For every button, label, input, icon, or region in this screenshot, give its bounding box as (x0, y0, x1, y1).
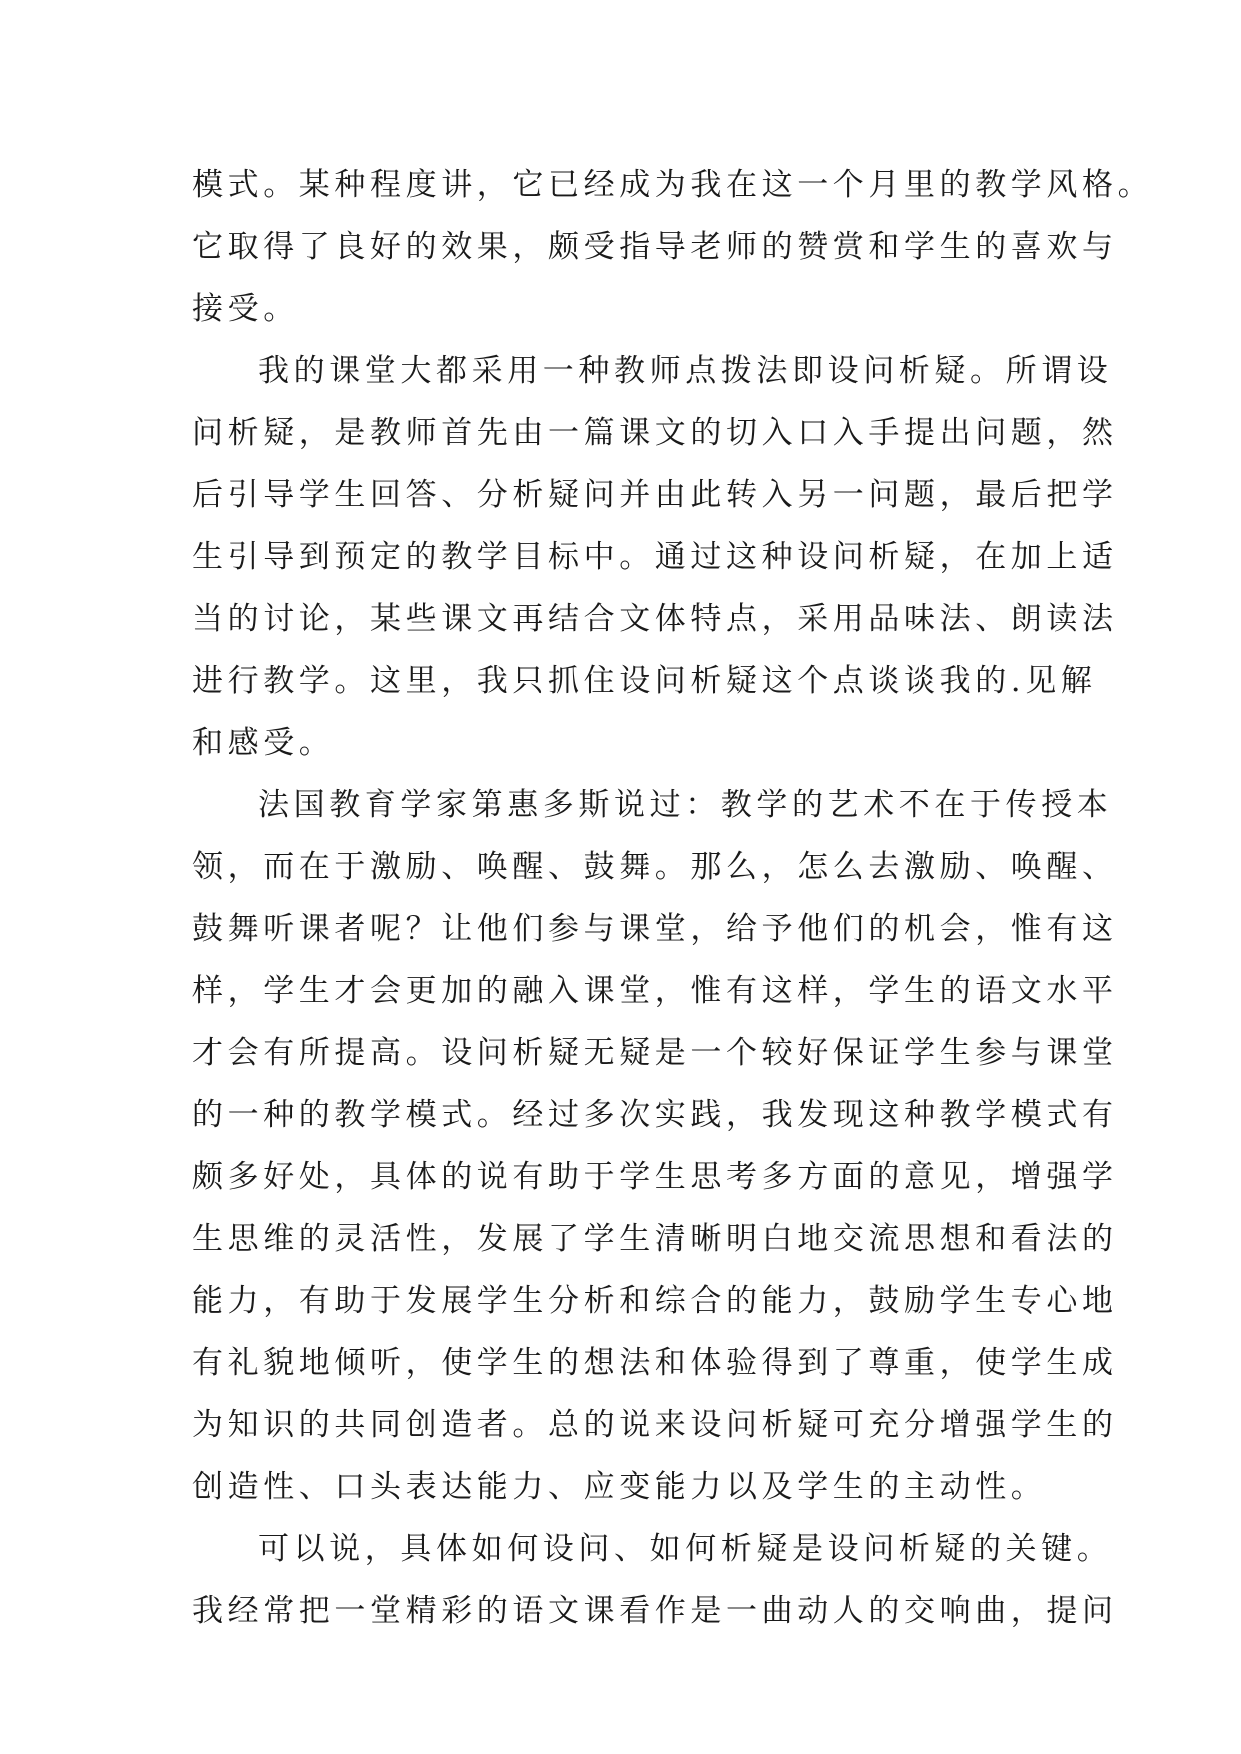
text-line: 当的讨论，某些课文再结合文体特点，采用品味法、朗读法 (192, 601, 1118, 637)
text-line: 创造性、口头表达能力、应变能力以及学生的主动性。 (192, 1469, 1047, 1505)
text-line: 它取得了良好的效果，颇受指导老师的赞赏和学生的喜欢与 (192, 229, 1118, 265)
text-line: 为知识的共同创造者。总的说来设问析疑可充分增强学生的 (192, 1407, 1118, 1443)
paragraph-first-line: 我的课堂大都采用一种教师点拨法即设问析疑。所谓设 (258, 353, 1113, 389)
text-line: 能力，有助于发展学生分析和综合的能力，鼓励学生专心地 (192, 1283, 1118, 1319)
text-line: 的一种的教学模式。经过多次实践，我发现这种教学模式有 (192, 1097, 1118, 1133)
text-line: 问析疑，是教师首先由一篇课文的切入口入手提出问题，然 (192, 415, 1118, 451)
text-line: 有礼貌地倾听，使学生的想法和体验得到了尊重，使学生成 (192, 1345, 1118, 1381)
paragraph-first-line: 法国教育学家第惠多斯说过：教学的艺术不在于传授本 (258, 787, 1113, 823)
paragraph-first-line: 可以说，具体如何设问、如何析疑是设问析疑的关键。 (258, 1531, 1113, 1567)
body-text (192, 154, 1154, 1642)
text-line: 鼓舞听课者呢？让他们参与课堂，给予他们的机会，惟有这 (192, 911, 1118, 947)
text-line: 和感受。 (192, 725, 335, 761)
text-line: 进行教学。这里，我只抓住设问析疑这个点谈谈我的.见解 (192, 663, 1097, 699)
text-line: 我经常把一堂精彩的语文课看作是一曲动人的交响曲，提问 (192, 1593, 1118, 1629)
text-line: 领，而在于激励、唤醒、鼓舞。那么，怎么去激励、唤醒、 (192, 849, 1118, 885)
text-line: 生思维的灵活性，发展了学生清晰明白地交流思想和看法的 (192, 1221, 1118, 1257)
text-line: 样，学生才会更加的融入课堂，惟有这样，学生的语文水平 (192, 973, 1118, 1009)
text-line: 才会有所提高。设问析疑无疑是一个较好保证学生参与课堂 (192, 1035, 1118, 1071)
text-line: 后引导学生回答、分析疑问并由此转入另一问题，最后把学 (192, 477, 1118, 513)
text-line: 生引导到预定的教学目标中。通过这种设问析疑，在加上适 (192, 539, 1118, 575)
text-line: 模式。某种程度讲，它已经成为我在这一个月里的教学风格。 (192, 167, 1154, 203)
text-line: 接受。 (192, 291, 299, 327)
text-line: 颇多好处，具体的说有助于学生思考多方面的意见，增强学 (192, 1159, 1118, 1195)
